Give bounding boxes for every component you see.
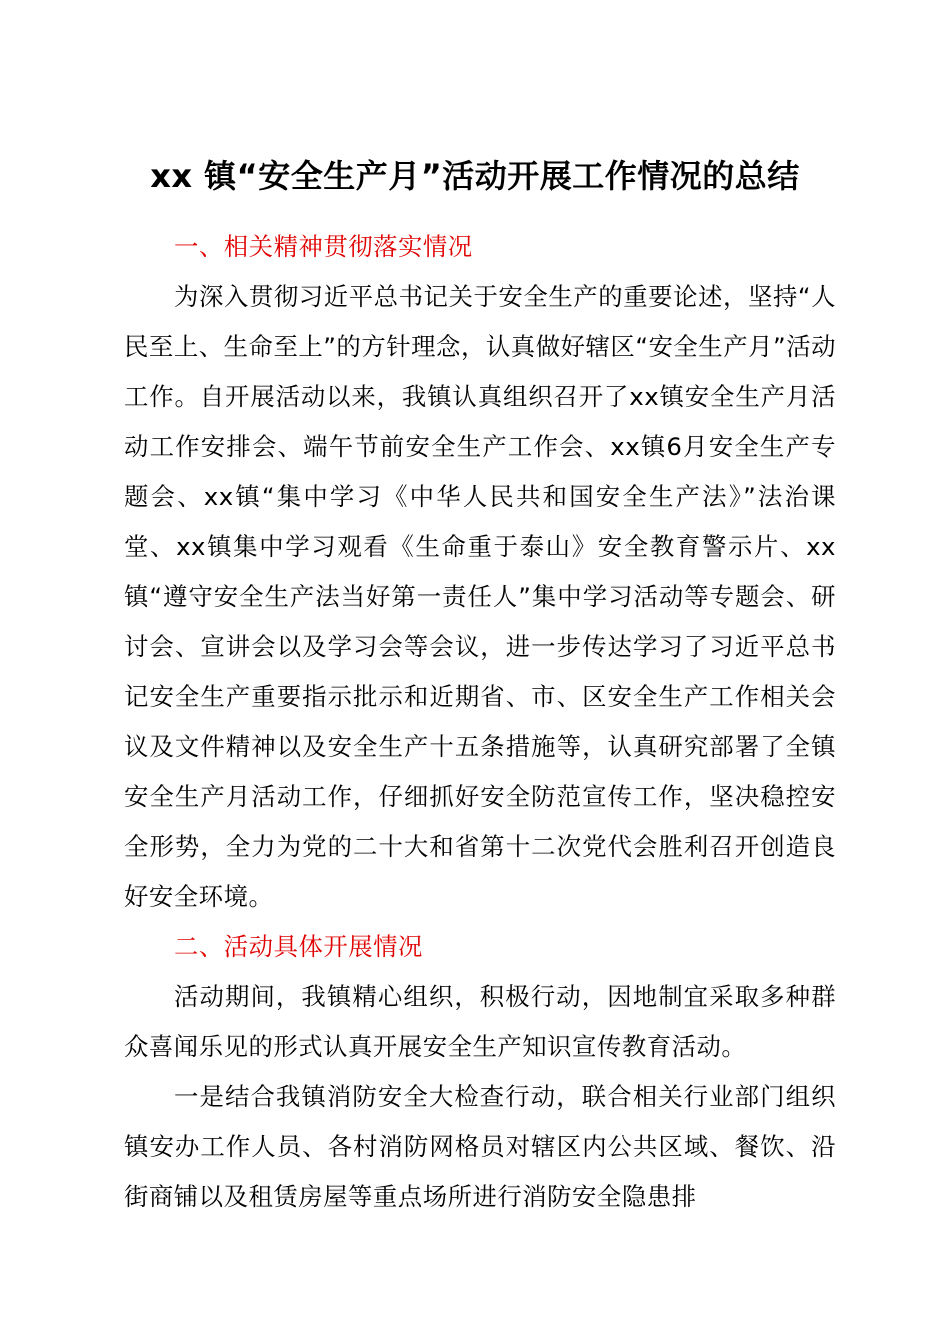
document-body (124, 222, 836, 1222)
section-2-paragraph-1: 活动期间，我镇精心组织，积极行动，因地制宜采取多种群众喜闻乐见的形式认真开展安全生产知识宣传教育活动。 (124, 982, 836, 1061)
document-title: xx 镇“安全生产月”活动开展工作情况的总结 (150, 157, 800, 195)
section-heading-1: 一、相关精神贯彻落实情况 (174, 232, 473, 261)
section-heading-2: 二、活动具体开展情况 (174, 932, 423, 961)
section-1-paragraph-1: 为深入贯彻习近平总书记关于安全生产的重要论述，坚持“人民至上、生命至上”的方针理念，认真做好辖区“安全生产月”活动工作。自开展活动以来，我镇认真组织召开了xx镇安全生产月活动工作安排会、端午节前安全生产工作会、xx镇6月安全生产专题会、xx镇“集中学习《中华人民共和国安全生产法》”法治课堂、xx镇集中学习观看《生命重于泰山》安全教育警示片、xx镇“遵守安全生产法当好第一责任人”集中学习活动等专题会、研讨会、宣讲会以及学习会等会议，进一步传达学习了习近平总书记安全生产重要指示批示和近期省、市、区安全生产工作相关会议及文件精神以及安全生产十五条措施等，认真研究部署了全镇安全生产月活动工作，仔细抓好安全防范宣传工作，坚决稳控安全形势，全力为党的二十大和省第十二次党代会胜利召开创造良好安全环境。 (124, 282, 836, 911)
section-2-paragraph-2: 一是结合我镇消防安全大检查行动，联合相关行业部门组织镇安办工作人员、各村消防网格员对辖区内公共区域、餐饮、沿街商铺以及租赁房屋等重点场所进行消防安全隐患排 (124, 1082, 836, 1211)
